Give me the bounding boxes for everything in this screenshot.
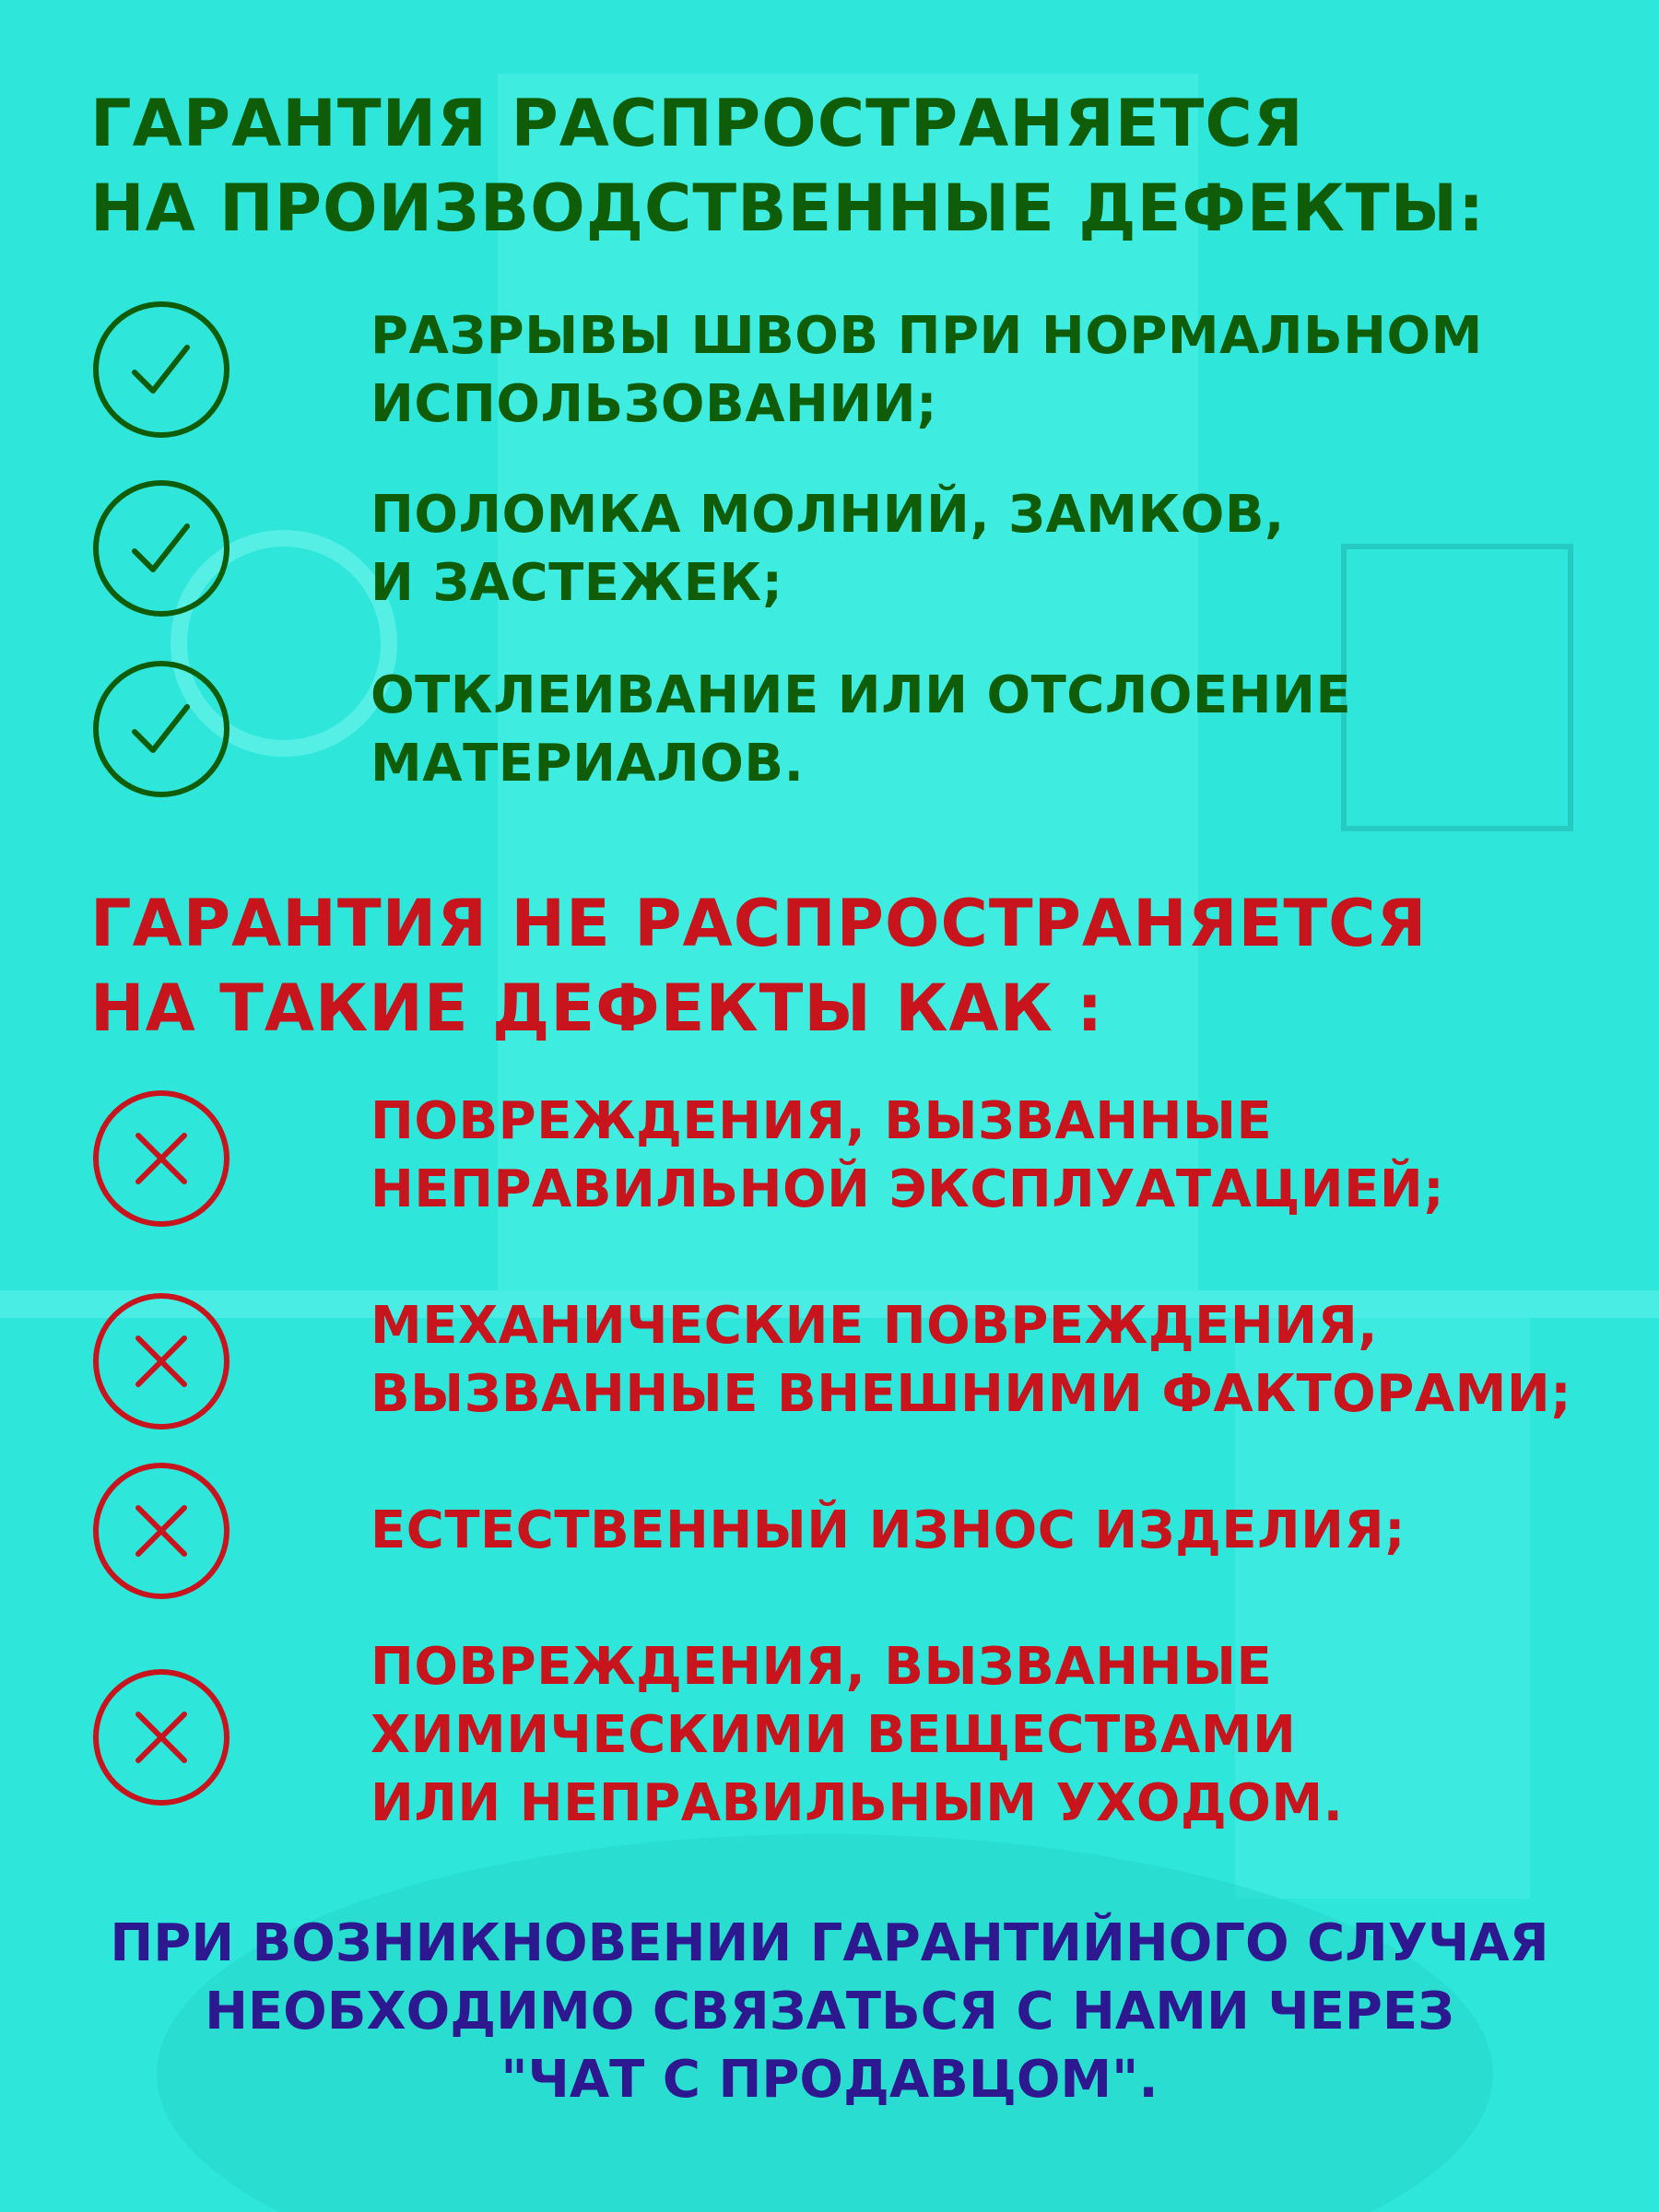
- check-circle-icon: [92, 300, 230, 439]
- not-covered-item-line: ХИМИЧЕСКИМИ ВЕЩЕСТВАМИ: [371, 1705, 1297, 1765]
- x-circle-icon: [92, 1089, 230, 1228]
- covered-item-line: ОТКЛЕИВАНИЕ ИЛИ ОТСЛОЕНИЕ: [371, 665, 1352, 725]
- covered-heading-line: НА ПРОИЗВОДСТВЕННЫЕ ДЕФЕКТЫ:: [90, 171, 1486, 246]
- not-covered-item-line: ВЫЗВАННЫЕ ВНЕШНИМИ ФАКТОРАМИ;: [371, 1364, 1572, 1424]
- not-covered-heading: [90, 881, 1427, 1051]
- covered-item-line: И ЗАСТЕЖЕК;: [371, 553, 783, 613]
- not-covered-item: [371, 1497, 1406, 1565]
- background-picture-frame: [1341, 544, 1573, 831]
- x-circle-icon: [92, 1462, 230, 1600]
- not-covered-item: [371, 1292, 1571, 1429]
- not-covered-heading-line: НА ТАКИЕ ДЕФЕКТЫ КАК :: [90, 971, 1104, 1046]
- covered-item-line: ИСПОЛЬЗОВАНИИ;: [371, 374, 938, 434]
- contact-note-line: ПРИ ВОЗНИКНОВЕНИИ ГАРАНТИЙНОГО СЛУЧАЯ: [110, 1913, 1549, 1973]
- not-covered-item: [371, 1633, 1343, 1838]
- covered-item-line: ПОЛОМКА МОЛНИЙ, ЗАМКОВ,: [371, 485, 1285, 545]
- covered-heading-line: ГАРАНТИЯ РАСПРОСТРАНЯЕТСЯ: [90, 86, 1304, 161]
- not-covered-item-line: ЕСТЕСТВЕННЫЙ ИЗНОС ИЗДЕЛИЯ;: [371, 1500, 1406, 1560]
- covered-item-line: РАЗРЫВЫ ШВОВ ПРИ НОРМАЛЬНОМ: [371, 306, 1483, 366]
- not-covered-item-line: НЕПРАВИЛЬНОЙ ЭКСПЛУАТАЦИЕЙ;: [371, 1159, 1445, 1219]
- contact-note-line: НЕОБХОДИМО СВЯЗАТЬСЯ С НАМИ ЧЕРЕЗ: [205, 1982, 1454, 2041]
- not-covered-heading-line: ГАРАНТИЯ НЕ РАСПРОСТРАНЯЕТСЯ: [90, 886, 1428, 961]
- x-circle-icon: [92, 1292, 230, 1430]
- covered-item-line: МАТЕРИАЛОВ.: [371, 734, 805, 794]
- check-circle-icon: [92, 479, 230, 618]
- covered-heading: [90, 81, 1485, 251]
- covered-item: [371, 481, 1285, 618]
- contact-note: [0, 1910, 1659, 2114]
- not-covered-item-line: ИЛИ НЕПРАВИЛЬНЫМ УХОДОМ.: [371, 1773, 1344, 1833]
- x-circle-icon: [92, 1668, 230, 1806]
- covered-item: [371, 302, 1483, 439]
- contact-note-line: "ЧАТ С ПРОДАВЦОМ".: [500, 2050, 1159, 2110]
- not-covered-item-line: МЕХАНИЧЕСКИЕ ПОВРЕЖДЕНИЯ,: [371, 1296, 1378, 1356]
- check-circle-icon: [92, 660, 230, 798]
- covered-item: [371, 662, 1351, 798]
- not-covered-item-line: ПОВРЕЖДЕНИЯ, ВЫЗВАННЫЕ: [371, 1637, 1273, 1697]
- not-covered-item: [371, 1088, 1444, 1224]
- not-covered-item-line: ПОВРЕЖДЕНИЯ, ВЫЗВАННЫЕ: [371, 1091, 1273, 1151]
